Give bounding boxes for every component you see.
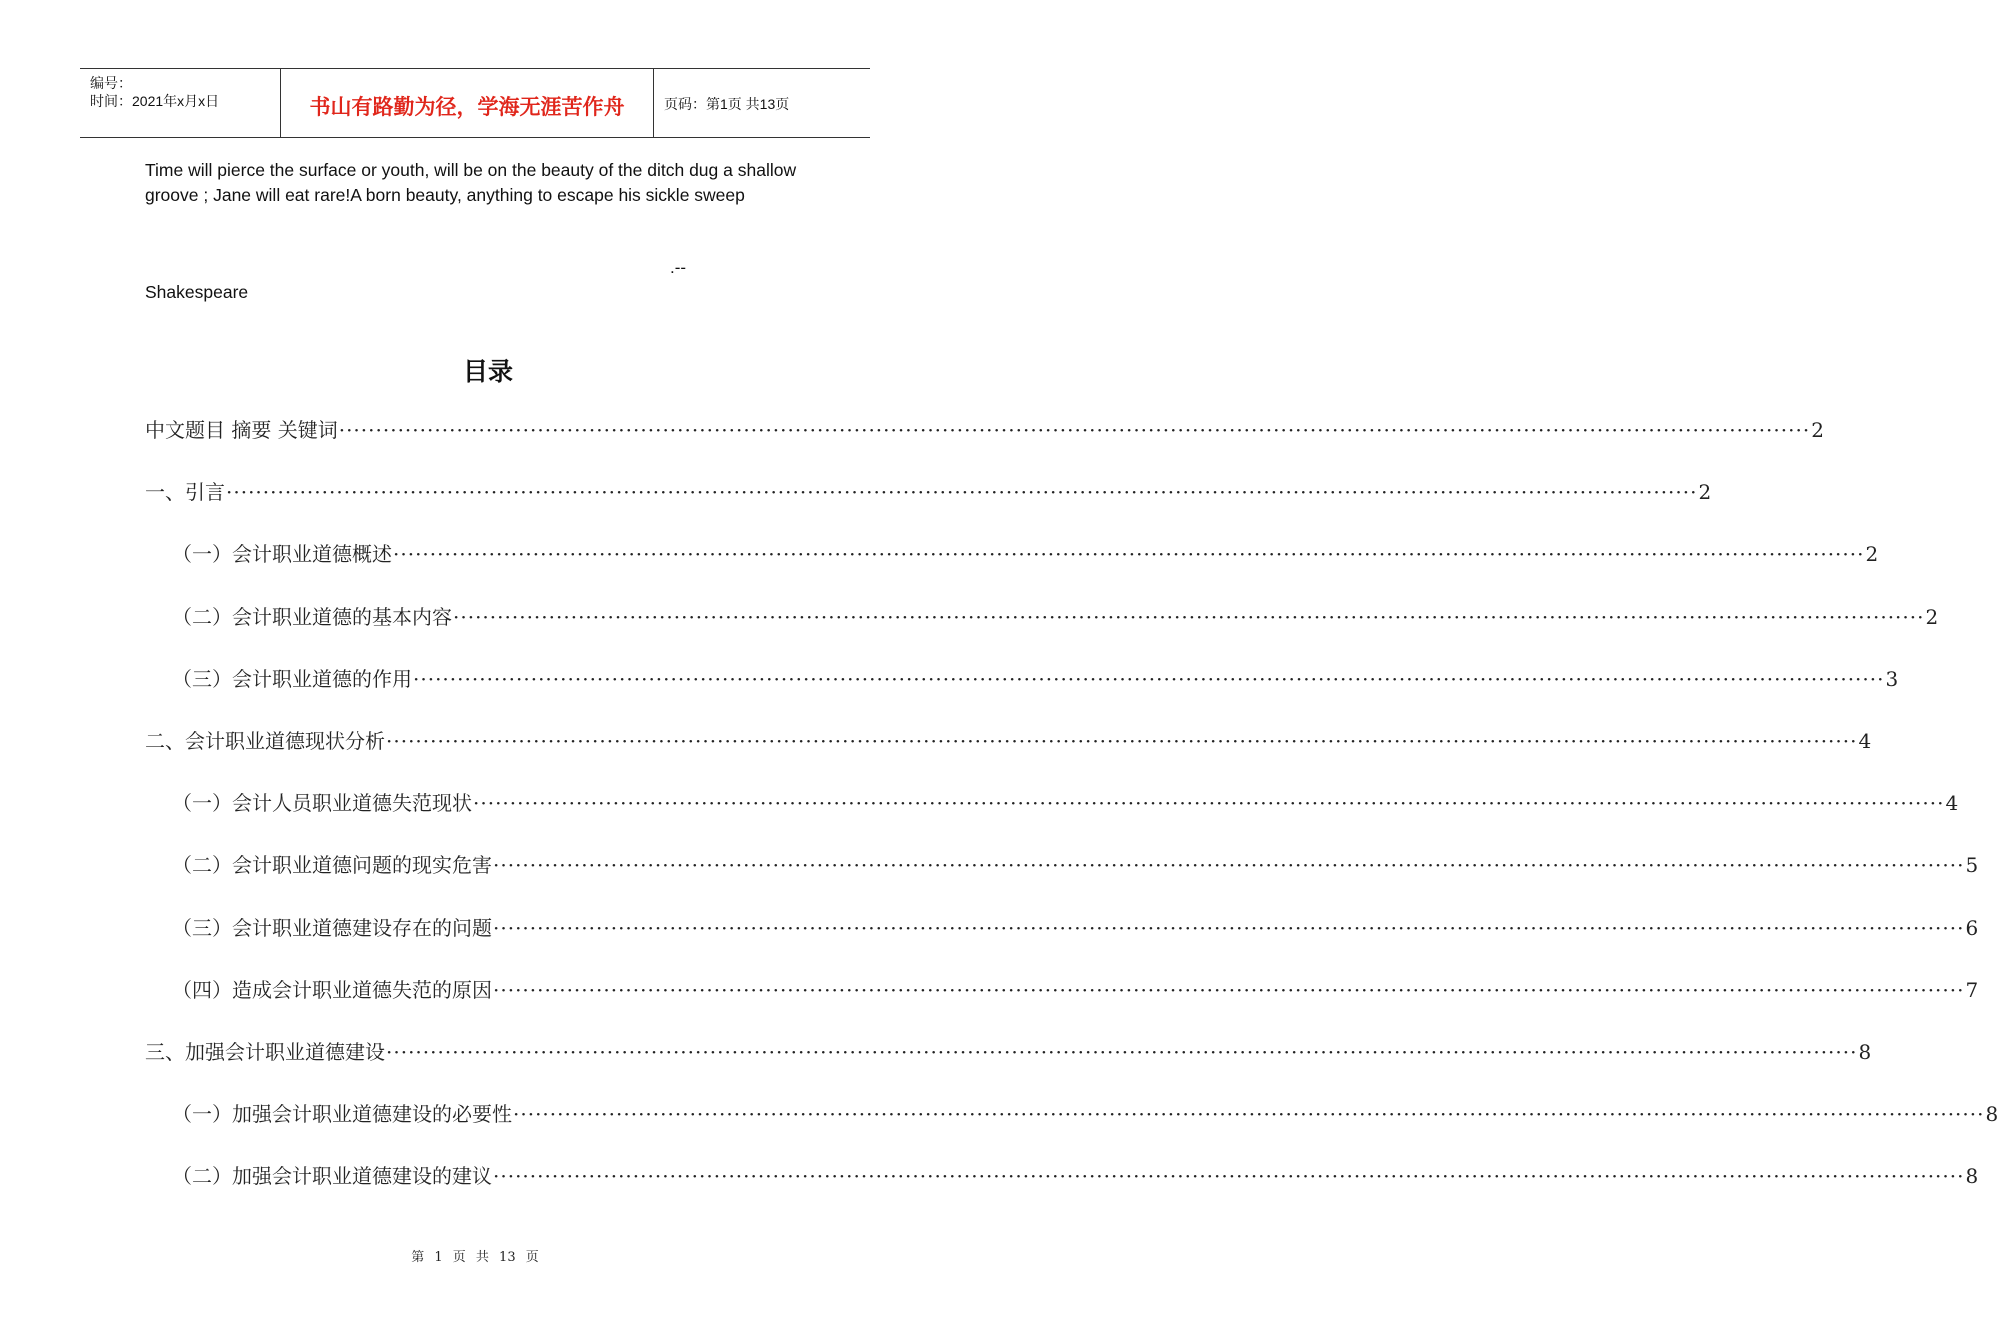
toc-leader-dots: ········································································································································································································	[386, 729, 1858, 753]
toc-entry-page: 5	[1965, 853, 1979, 877]
toc-leader-dots: ········································································································································································································	[226, 480, 1698, 504]
toc-entry[interactable]	[172, 849, 1979, 879]
toc-entry-label: （二）会计职业道德的基本内容	[172, 605, 452, 629]
toc-entry-label: （一）会计职业道德概述	[172, 542, 392, 566]
toc-leader-dots: ········································································································································································································	[413, 667, 1885, 691]
toc-entry[interactable]	[145, 1036, 1872, 1066]
toc-entry-label: 一、引言	[145, 480, 225, 504]
toc-leader-dots: ········································································································································································································	[493, 853, 1965, 877]
header-meta-cell	[80, 69, 281, 137]
header-motto-cell	[281, 69, 654, 137]
toc-entry-label: 二、会计职业道德现状分析	[145, 729, 385, 753]
toc-entry-page: 2	[1925, 605, 1939, 629]
toc-entry[interactable]	[172, 1098, 1998, 1128]
toc-leader-dots: ········································································································································································································	[338, 418, 1811, 442]
toc-entry-page: 2	[1865, 542, 1879, 566]
toc-entry[interactable]	[145, 414, 1824, 444]
toc-entry-page: 6	[1965, 916, 1979, 940]
page-footer: 第 1 页 共 13 页	[411, 1250, 539, 1265]
epigraph-author: Shakespeare	[145, 282, 249, 302]
toc-leader-dots: ········································································································································································································	[393, 542, 1865, 566]
toc-entry[interactable]	[172, 912, 1979, 942]
toc-entry-page: 8	[1965, 1164, 1979, 1188]
epigraph-dash: .--	[670, 258, 687, 277]
document-number-label: 编号：	[90, 75, 132, 91]
epigraph-quote: Time will pierce the surface or youth, will be on the beauty of the ditch dug a shallow groove ; Jane will eat rare!A born beauty, anything to escape his sickle sweep	[145, 160, 797, 205]
toc-entry-page: 2	[1698, 480, 1712, 504]
toc-entry-page: 4	[1945, 791, 1959, 815]
header-motto: 书山有路勤为径，学海无涯苦作舟	[309, 95, 625, 119]
toc-leader-dots: ········································································································································································································	[493, 978, 1965, 1002]
toc-entry[interactable]	[172, 663, 1899, 693]
toc-entry[interactable]	[145, 476, 1712, 506]
toc-entry[interactable]	[172, 787, 1959, 817]
toc-entry[interactable]	[172, 1160, 1979, 1190]
toc-entry-label: 中文题目 摘要 关键词	[145, 418, 338, 442]
toc-entry-label: 三、加强会计职业道德建设	[145, 1040, 385, 1064]
toc-entry[interactable]	[172, 601, 1939, 631]
document-header	[80, 68, 870, 138]
toc-leader-dots: ········································································································································································································	[493, 1164, 1965, 1188]
toc-title: 目录	[462, 357, 513, 386]
toc-entry-label: （一）加强会计职业道德建设的必要性	[172, 1102, 512, 1126]
toc-entry-page: 7	[1965, 978, 1979, 1002]
header-page-info: 页码：第1页 共13页	[664, 96, 790, 112]
toc-leader-dots: ········································································································································································································	[513, 1102, 1985, 1126]
toc-entry-page: 4	[1858, 729, 1872, 753]
toc-entry-label: （四）造成会计职业道德失范的原因	[172, 978, 492, 1002]
toc-entry-label: （三）会计职业道德的作用	[172, 667, 412, 691]
toc-entry-label: （二）会计职业道德问题的现实危害	[172, 853, 492, 877]
toc-entry-page: 8	[1858, 1040, 1872, 1064]
toc-entry[interactable]	[172, 538, 1879, 568]
toc-entry-label: （三）会计职业道德建设存在的问题	[172, 916, 492, 940]
toc-entry-page: 2	[1811, 418, 1824, 442]
toc-entry-page: 8	[1985, 1102, 1998, 1126]
document-date: 时间：2021年x月x日	[90, 93, 220, 109]
toc-entry-page: 3	[1885, 667, 1899, 691]
toc-entry[interactable]	[145, 725, 1872, 755]
toc-leader-dots: ········································································································································································································	[473, 791, 1945, 815]
toc-entry[interactable]	[172, 974, 1979, 1004]
toc-leader-dots: ········································································································································································································	[493, 916, 1965, 940]
header-page-cell	[654, 69, 870, 137]
toc-entry-label: （一）会计人员职业道德失范现状	[172, 791, 472, 815]
toc-leader-dots: ········································································································································································································	[386, 1040, 1858, 1064]
toc-leader-dots: ········································································································································································································	[453, 605, 1925, 629]
toc-entry-label: （二）加强会计职业道德建设的建议	[172, 1164, 492, 1188]
